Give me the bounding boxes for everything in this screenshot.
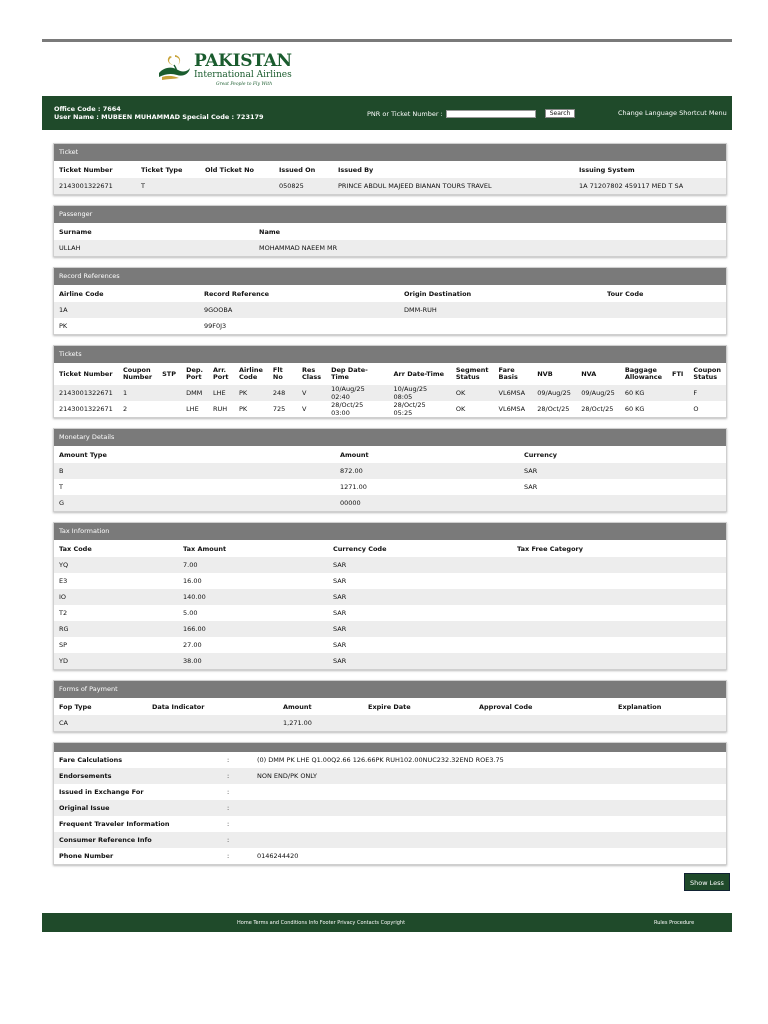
monetary-table [54,446,726,511]
amount-type: T [59,483,63,491]
col-currency-code: Currency Code [333,544,387,553]
res-class: V [301,405,307,413]
col-ticket-type: Ticket Type [141,165,183,174]
fti [667,385,688,401]
ticket-panel [53,143,727,195]
detail-colon: : [227,788,230,796]
table-row [54,621,726,637]
currency-code: SAR [333,609,347,617]
monetary-panel [53,428,727,512]
record-table [54,285,726,334]
payment-panel-title: Forms of Payment [54,681,726,698]
detail-label: Original Issue [54,800,222,816]
tax-panel [53,522,727,670]
arr-datetime: 10/Aug/25 08:05 [388,385,450,401]
origin-destination: DMM-RUH [399,302,602,318]
tax-table [54,540,726,669]
col-arr-datetime: Arr Date-Time [393,369,445,378]
user-info: User Name : MUBEEN MUHAMMAD Special Code : 723179 [54,113,264,121]
table-row [54,653,726,669]
details-panel [53,742,727,865]
tickets-panel [53,345,727,418]
details-panel-head [54,743,726,752]
col-nvb: NVB [537,369,553,378]
col-dep-datetime: Dep Date-Time [331,366,368,381]
detail-colon: : [227,820,230,828]
col-amount: Amount [340,450,369,459]
airline-code: PK [59,322,68,330]
airline-code: 1A [54,302,199,318]
page [42,39,732,932]
tax-free-category [512,589,726,605]
frequent-traveler-value [252,816,726,832]
table-row [54,479,726,495]
col-old-ticket: Old Ticket No [205,165,255,174]
record-reference: 9GOOBA [199,302,399,318]
flight-number: 248 [268,385,297,401]
arr-port: LHE [208,385,234,401]
col-dep-port: Dep. Port [186,366,203,381]
pnr-label: PNR or Ticket Number : [367,109,443,118]
logo-title: PAKISTAN [194,51,292,71]
segment-status: OK [451,385,494,401]
tax-code: RG [54,621,178,637]
passenger-panel [53,205,727,257]
amount: 00000 [335,495,519,511]
col-issued-by: Issued By [338,165,374,174]
nva: 09/Aug/25 [576,385,620,401]
actions-row [42,873,732,913]
expire-date [363,715,474,731]
ticket-table [54,161,726,194]
office-code: Office Code : 7664 [54,105,121,113]
col-flt-no: Flt No [272,366,283,381]
pnr-search [367,109,575,118]
amount: 1271.00 [340,483,367,491]
passenger-panel-title: Passenger [54,206,726,223]
currency: SAR [524,483,538,491]
tax-code: E3 [59,577,68,585]
col-coupon-status: Coupon Status [693,366,721,381]
surname: ULLAH [54,240,254,256]
detail-colon: : [222,832,252,848]
col-expire-date: Expire Date [368,702,411,711]
col-data-indicator: Data Indicator [152,702,205,711]
col-fare-basis: Fare Basis [498,366,518,381]
tax-free-category [512,653,726,669]
detail-label: Consumer Reference Info [54,832,222,848]
record-panel-title: Record References [54,268,726,285]
fti [667,401,688,417]
detail-row [54,784,726,800]
currency: SAR [519,463,726,479]
tax-free-category [512,573,726,589]
detail-colon: : [222,800,252,816]
table-row [54,178,726,194]
fare-basis: VL6MSA [498,405,526,413]
table-row [54,302,726,318]
issued-on: 050825 [274,178,333,194]
tax-amount: 140.00 [178,589,328,605]
ticket-number: 2143001322671 [54,385,118,401]
payment-table [54,698,726,731]
col-tax-amount: Tax Amount [183,544,227,553]
tax-amount: 38.00 [178,653,328,669]
footer [42,913,732,932]
col-airline-code: Airline Code [59,289,104,298]
fare-calculations-value: (0) DMM PK LHE Q1.00Q2.66 126.66PK RUH102.00NUC232.32END ROE3.75 [257,756,504,764]
name: MOHAMMAD NAEEM MR [254,240,726,256]
tour-code [602,302,726,318]
detail-row [54,800,726,816]
shortcut-menu[interactable]: Change Language Shortcut Menu [618,109,727,117]
logo-area [42,42,732,96]
col-fop-type: Fop Type [59,702,92,711]
baggage-allowance: 60 KG [620,385,667,401]
fare-basis: VL6MSA [494,385,533,401]
col-surname: Surname [59,227,92,236]
data-indicator [147,715,278,731]
tax-amount: 166.00 [178,621,328,637]
col-airline-code: Airline Code [238,366,263,381]
tour-code [602,318,726,334]
col-ticket-number: Ticket Number [59,165,113,174]
baggage-allowance: 60 KG [624,405,645,413]
table-row [54,715,726,731]
fop-type: CA [54,715,147,731]
detail-row [54,752,726,768]
tax-code: SP [59,641,68,649]
detail-row [54,816,726,832]
table-row [54,637,726,653]
currency-code: SAR [328,621,512,637]
ticket-number: 2143001322671 [54,178,136,194]
issued-in-exchange-value [252,784,726,800]
payment-panel [53,680,727,732]
endorsements-value: NON END/PK ONLY [252,768,726,784]
col-currency: Currency [524,450,557,459]
stp [157,385,181,401]
currency-code: SAR [328,653,512,669]
currency-code: SAR [328,557,512,573]
col-tour-code: Tour Code [607,289,644,298]
col-origin-destination: Origin Destination [404,289,472,298]
table-row [54,385,726,401]
col-record-reference: Record Reference [204,289,270,298]
detail-colon: : [222,768,252,784]
tax-free-category [512,637,726,653]
consumer-reference-value [252,832,726,848]
col-issued-on: Issued On [279,165,316,174]
phone-number-value: 0146244420 [257,852,299,860]
col-explanation: Explanation [618,702,662,711]
segment-status: OK [455,405,466,413]
show-less-button[interactable]: Show Less [684,873,730,891]
original-issue-value [252,800,726,816]
arr-datetime: 28/Oct/25 05:25 [393,401,426,417]
col-stp: STP [162,369,176,378]
res-class: V [297,385,326,401]
tax-amount: 7.00 [178,557,328,573]
table-row [54,240,726,256]
logo-subtitle: International Airlines [194,70,292,80]
col-amount-type: Amount Type [59,450,107,459]
amount-type: B [54,463,335,479]
explanation [613,715,726,731]
nva: 28/Oct/25 [581,405,614,413]
record-panel [53,267,727,335]
tax-code: YD [54,653,178,669]
logo-tagline: Great People to Fly With [216,82,273,87]
col-ticket-number: Ticket Number [59,369,113,378]
detail-colon: : [227,756,230,764]
tax-amount: 16.00 [183,577,202,585]
detail-row [54,832,726,848]
tax-amount: 27.00 [183,641,202,649]
tax-panel-title: Tax Information [54,523,726,540]
col-name: Name [259,227,281,236]
office-info [54,105,264,121]
search-button[interactable]: Search [545,109,576,118]
old-ticket-no [200,178,274,194]
col-segment-status: Segment Status [455,366,489,381]
detail-colon: : [227,852,230,860]
col-baggage: Baggage Allowance [624,366,663,381]
table-row [54,318,726,334]
approval-code [474,715,613,731]
footer-rules-link[interactable]: Rules Procedure [654,920,695,926]
ticket-panel-title: Ticket [54,144,726,161]
detail-label: Issued in Exchange For [59,788,144,796]
ticket-type: T [136,178,200,194]
dep-datetime: 28/Oct/25 03:00 [331,401,364,417]
passenger-table [54,223,726,256]
col-res-class: Res Class [301,366,322,381]
nvb: 09/Aug/25 [532,385,576,401]
col-tax-code: Tax Code [59,544,92,553]
stp [157,401,181,417]
tax-amount: 5.00 [183,609,198,617]
table-row [54,495,726,511]
col-coupon-number: Coupon Number [122,366,153,381]
table-row [54,401,726,417]
coupon-number: 2 [122,405,128,413]
tax-free-category [512,621,726,637]
payment-amount: 1,271.00 [278,715,363,731]
pia-logo[interactable] [156,53,292,87]
detail-label: Endorsements [54,768,222,784]
markhor-logo-icon [156,53,192,83]
dep-port: LHE [186,405,199,413]
record-reference: 99F0J3 [204,322,227,330]
coupon-number: 1 [118,385,157,401]
airline-code: PK [238,405,248,413]
table-row [54,605,726,621]
footer-links[interactable]: Home Terms and Conditions Info Footer Privacy Contacts Copyright [237,920,406,926]
amount: 872.00 [335,463,519,479]
col-issuing-system: Issuing System [579,165,635,174]
tickets-panel-title: Tickets [54,346,726,363]
origin-destination [399,318,602,334]
details-table [54,752,726,864]
ticket-number: 2143001322671 [59,405,113,413]
monetary-panel-title: Monetary Details [54,429,726,446]
currency [519,495,726,511]
col-amount: Amount [283,702,312,711]
detail-label: Phone Number [59,852,114,860]
tax-code: T2 [59,609,68,617]
currency-code: SAR [328,589,512,605]
dep-datetime: 10/Aug/25 02:40 [326,385,388,401]
nvb: 28/Oct/25 [537,405,570,413]
coupon-status: O [693,405,699,413]
col-approval-code: Approval Code [479,702,533,711]
col-nva: NVA [581,369,597,378]
col-arr-port: Arr. Port [213,366,229,381]
issuing-system: 1A 71207802 459117 MED T SA [574,178,726,194]
tax-code: YQ [54,557,178,573]
tax-code: IO [54,589,178,605]
col-tax-free-category: Tax Free Category [517,544,583,553]
table-row [54,557,726,573]
arr-port: RUH [213,405,228,413]
table-row [54,463,726,479]
airline-code: PK [234,385,268,401]
currency-code: SAR [333,641,347,649]
amount-type: G [54,495,335,511]
col-fti: FTI [672,369,684,378]
flight-number: 725 [272,405,286,413]
tax-free-category [512,557,726,573]
currency-code: SAR [333,577,347,585]
detail-label: Fare Calculations [59,756,123,764]
issued-by: PRINCE ABDUL MAJEED BIANAN TOURS TRAVEL [333,178,574,194]
detail-row [54,768,726,784]
tax-free-category [512,605,726,621]
table-row [54,573,726,589]
pnr-input[interactable] [446,110,536,118]
top-bar [42,96,732,130]
detail-row [54,848,726,864]
dep-port: DMM [181,385,208,401]
tickets-table [54,363,726,417]
coupon-status: F [688,385,726,401]
table-row [54,589,726,605]
detail-label: Frequent Traveler Information [59,820,170,828]
